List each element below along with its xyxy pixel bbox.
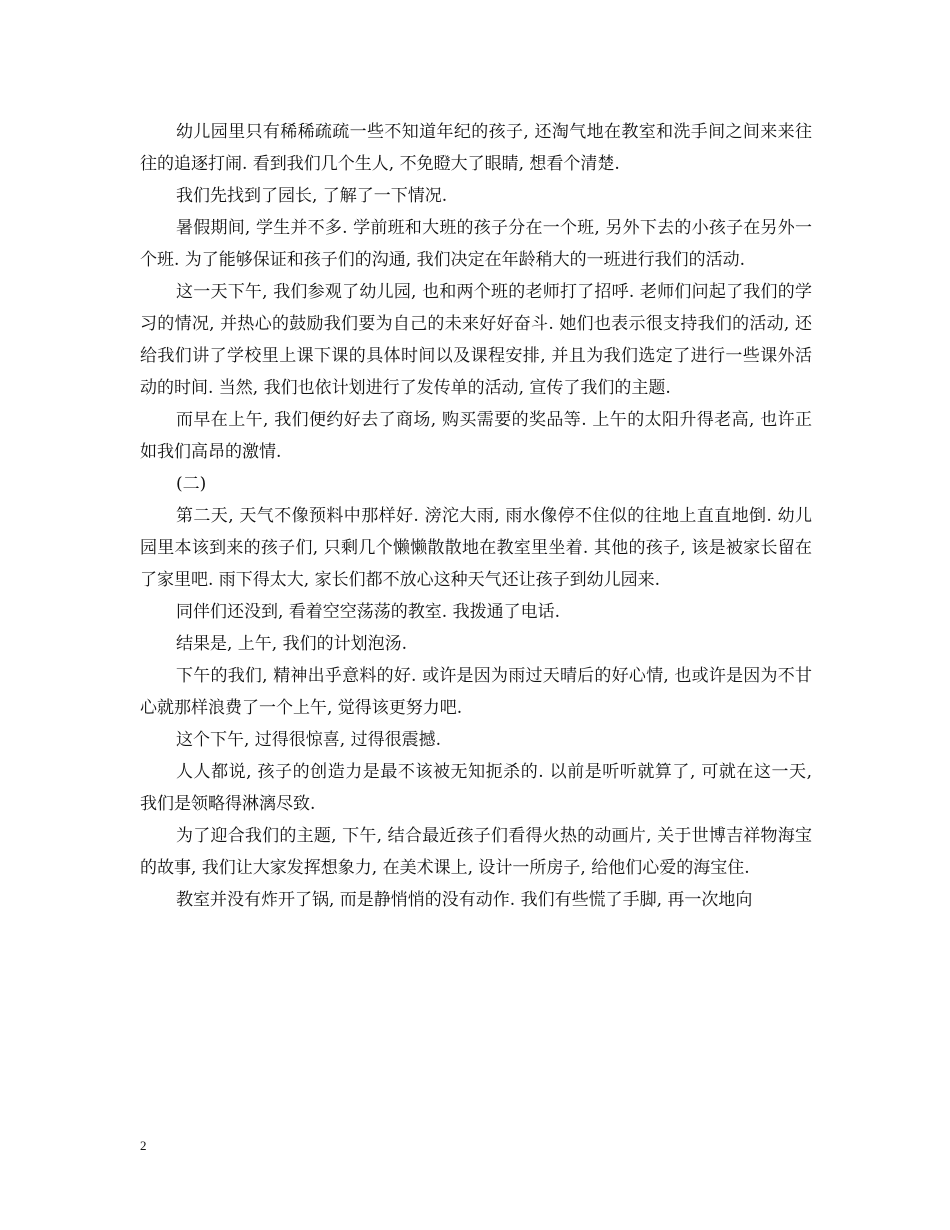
paragraph: 而早在上午, 我们便约好去了商场, 购买需要的奖品等. 上午的太阳升得老高, 也许正如我们高昂的激情. <box>140 410 812 462</box>
paragraph: 同伴们还没到, 看着空空荡荡的教室. 我拨通了电话. <box>176 602 561 622</box>
document-body <box>140 116 812 916</box>
paragraph: 第二天, 天气不像预料中那样好. 滂沱大雨, 雨水像停不住似的往地上直直地倒. 幼儿园里本该到来的孩子们, 只剩几个懒懒散散地在教室里坐着. 其他的孩子, 该是被家长留在了家里吧. 雨下得太大, 家长们都不放心这种天气还让孩子到幼儿园来. <box>140 506 812 590</box>
paragraph: 下午的我们, 精神出乎意料的好. 或许是因为雨过天晴后的好心情, 也或许是因为不甘心就那样浪费了一个上午, 觉得该更努力吧. <box>140 666 812 718</box>
paragraph: 这一天下午, 我们参观了幼儿园, 也和两个班的老师打了招呼. 老师们问起了我们的学习的情况, 并热心的鼓励我们要为自己的未来好好奋斗. 她们也表示很支持我们的活动, 还给我们讲了学校里上课下课的具体时间以及课程安排, 并且为我们选定了进行一些课外活动的时间. 当然, 我们也依计划进行了发传单的活动, 宣传了我们的主题. <box>140 282 812 398</box>
paragraph: 这个下午, 过得很惊喜, 过得很震撼. <box>176 730 442 750</box>
paragraph: 我们先找到了园长, 了解了一下情况. <box>176 186 448 206</box>
section-heading: (二) <box>176 474 207 494</box>
paragraph: 幼儿园里只有稀稀疏疏一些不知道年纪的孩子, 还淘气地在教室和洗手间之间来来往往的追逐打闹. 看到我们几个生人, 不免瞪大了眼睛, 想看个清楚. <box>140 122 812 174</box>
paragraph: 为了迎合我们的主题, 下午, 结合最近孩子们看得火热的动画片, 关于世博吉祥物海宝的故事, 我们让大家发挥想象力, 在美术课上, 设计一所房子, 给他们心爱的海宝住. <box>140 826 812 878</box>
paragraph: 人人都说, 孩子的创造力是最不该被无知扼杀的. 以前是听听就算了, 可就在这一天, 我们是领略得淋漓尽致. <box>140 762 812 814</box>
paragraph: 结果是, 上午, 我们的计划泡汤. <box>176 634 408 654</box>
paragraph: 教室并没有炸开了锅, 而是静悄悄的没有动作. 我们有些慌了手脚, 再一次地向 <box>176 890 753 910</box>
paragraph: 暑假期间, 学生并不多. 学前班和大班的孩子分在一个班, 另外下去的小孩子在另外一个班. 为了能够保证和孩子们的沟通, 我们决定在年龄稍大的一班进行我们的活动. <box>140 218 812 270</box>
page-number: 2 <box>140 1138 147 1153</box>
